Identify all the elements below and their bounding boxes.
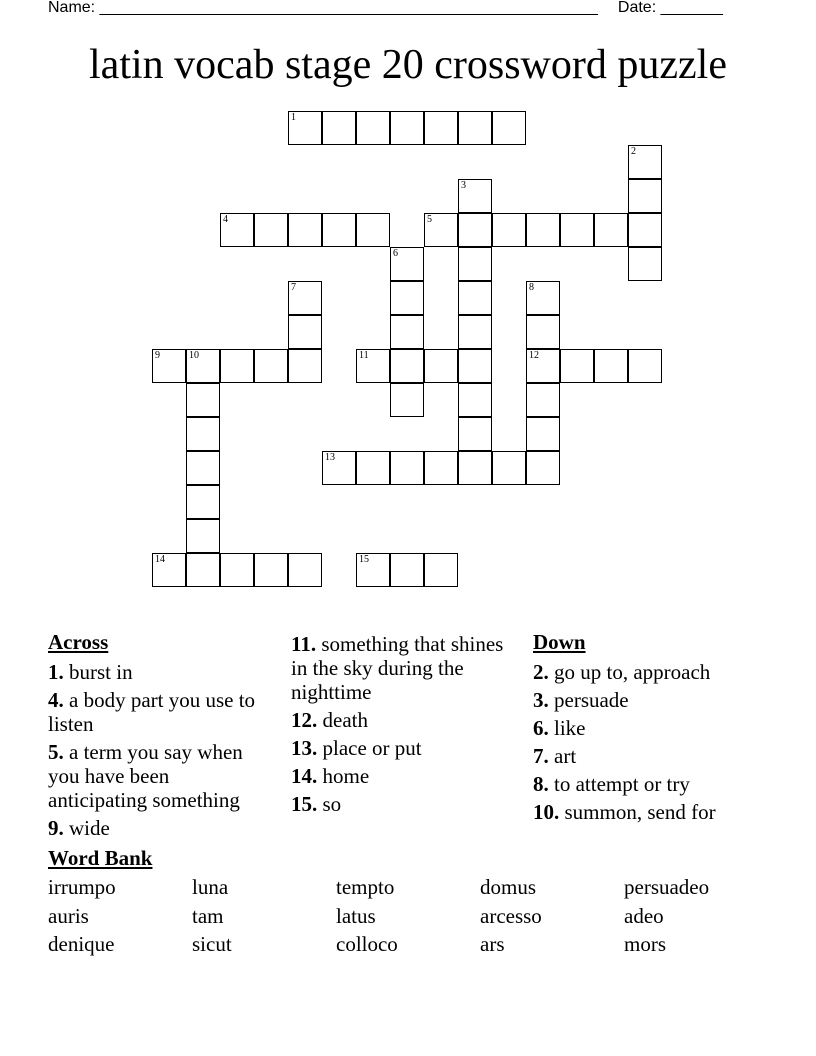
grid-cell[interactable] [186, 553, 220, 587]
clue-item [291, 792, 521, 816]
grid-cell[interactable] [288, 213, 322, 247]
clue-item [533, 772, 773, 796]
grid-cell[interactable] [220, 553, 254, 587]
word-bank-item: sicut [192, 932, 232, 956]
grid-cell[interactable] [356, 553, 390, 587]
grid-cell[interactable] [186, 383, 220, 417]
grid-cell[interactable] [458, 451, 492, 485]
word-bank-item: colloco [336, 932, 398, 956]
clue-number: 10. [533, 800, 560, 824]
clue-text: art [554, 744, 577, 768]
clue-item [48, 816, 273, 840]
grid-cell[interactable] [152, 349, 186, 383]
grid-cell[interactable] [458, 281, 492, 315]
clue-item [533, 716, 773, 740]
cell-number: 8 [529, 282, 534, 293]
grid-cell[interactable] [458, 349, 492, 383]
clue-item [533, 688, 773, 712]
clue-number: 1. [48, 660, 64, 684]
grid-cell[interactable] [526, 451, 560, 485]
clue-text: like [554, 716, 586, 740]
cell-number: 7 [291, 282, 296, 293]
clue-number: 8. [533, 772, 549, 796]
clue-item [48, 740, 273, 812]
across-clues-col2 [291, 630, 521, 820]
grid-cell[interactable] [458, 417, 492, 451]
grid-cell[interactable] [526, 213, 560, 247]
grid-cell[interactable] [526, 383, 560, 417]
cell-number: 15 [359, 554, 369, 565]
grid-cell[interactable] [288, 281, 322, 315]
cell-number: 9 [155, 350, 160, 361]
word-bank-item: arcesso [480, 903, 542, 928]
cell-number: 11 [359, 350, 369, 361]
clue-item [48, 688, 273, 736]
grid-cell[interactable] [254, 349, 288, 383]
clue-text: persuade [554, 688, 629, 712]
clue-text: death [322, 708, 368, 732]
grid-cell[interactable] [492, 451, 526, 485]
grid-cell[interactable] [560, 349, 594, 383]
cell-number: 3 [461, 180, 466, 191]
grid-cell[interactable] [220, 349, 254, 383]
grid-cell[interactable] [356, 349, 390, 383]
grid-cell[interactable] [254, 553, 288, 587]
grid-cell[interactable] [628, 247, 662, 281]
grid-cell[interactable] [356, 451, 390, 485]
across-heading: Across [48, 630, 109, 654]
grid-cell[interactable] [458, 213, 492, 247]
grid-cell[interactable] [288, 315, 322, 349]
clue-item [291, 632, 521, 704]
grid-cell[interactable] [458, 111, 492, 145]
word-bank-item: denique [48, 932, 115, 956]
clue-number: 5. [48, 740, 64, 764]
cell-number: 2 [631, 146, 636, 157]
grid-cell[interactable] [288, 553, 322, 587]
cell-number: 10 [189, 350, 199, 361]
word-bank-item: luna [192, 875, 229, 899]
clue-number: 11. [291, 632, 317, 656]
clue-item [291, 708, 521, 732]
grid-cell[interactable] [458, 179, 492, 213]
clue-item [533, 800, 773, 824]
grid-cell[interactable] [220, 213, 254, 247]
grid-cell[interactable] [322, 213, 356, 247]
clue-item [48, 660, 273, 684]
page-title: latin vocab stage 20 crossword puzzle [89, 42, 727, 88]
grid-cell[interactable] [526, 281, 560, 315]
grid-cell[interactable] [424, 213, 458, 247]
clue-text: summon, send for [564, 800, 716, 824]
clue-text: go up to, approach [554, 660, 711, 684]
grid-cell[interactable] [186, 417, 220, 451]
cell-number: 12 [529, 350, 539, 361]
grid-cell[interactable] [628, 213, 662, 247]
clue-number: 15. [291, 792, 318, 816]
grid-cell[interactable] [628, 145, 662, 179]
across-clues-col1 [48, 630, 273, 844]
cell-number: 4 [223, 214, 228, 225]
grid-cell[interactable] [186, 451, 220, 485]
grid-cell[interactable] [628, 349, 662, 383]
grid-cell[interactable] [526, 417, 560, 451]
grid-cell[interactable] [322, 451, 356, 485]
clue-text: place or put [322, 736, 422, 760]
name-label[interactable]: Name: ________________________________________________________ [48, 0, 598, 16]
grid-cell[interactable] [424, 553, 458, 587]
clue-item [533, 744, 773, 768]
grid-cell[interactable] [390, 349, 424, 383]
clue-text: wide [69, 816, 110, 840]
cell-number: 14 [155, 554, 165, 565]
down-heading: Down [533, 630, 586, 654]
word-bank-item: persuadeo [624, 875, 710, 899]
grid-cell[interactable] [186, 485, 220, 519]
grid-cell[interactable] [526, 349, 560, 383]
grid-cell[interactable] [424, 111, 458, 145]
clue-text: a term you say when you have been anticipating something [48, 740, 243, 812]
clue-text: so [322, 792, 342, 816]
grid-cell[interactable] [594, 349, 628, 383]
grid-cell[interactable] [356, 213, 390, 247]
grid-cell[interactable] [186, 519, 220, 553]
grid-cell[interactable] [356, 111, 390, 145]
grid-cell[interactable] [560, 213, 594, 247]
grid-cell[interactable] [526, 315, 560, 349]
clue-number: 7. [533, 744, 549, 768]
grid-cell[interactable] [288, 111, 322, 145]
grid-cell[interactable] [424, 451, 458, 485]
grid-cell[interactable] [390, 315, 424, 349]
word-bank-title: Word Bank [48, 846, 153, 870]
grid-cell[interactable] [628, 179, 662, 213]
clue-text: a body part you use to listen [48, 688, 256, 736]
word-bank-item: tam [192, 903, 224, 928]
clue-number: 13. [291, 736, 318, 760]
clue-item [291, 736, 521, 760]
grid-cell[interactable] [390, 281, 424, 315]
clue-number: 2. [533, 660, 549, 684]
grid-cell[interactable] [390, 553, 424, 587]
clue-item [291, 764, 521, 788]
grid-cell[interactable] [254, 213, 288, 247]
word-bank-item: tempto [336, 875, 395, 899]
grid-cell[interactable] [390, 247, 424, 281]
clue-number: 14. [291, 764, 318, 788]
cell-number: 6 [393, 248, 398, 259]
grid-cell[interactable] [186, 349, 220, 383]
clue-number: 3. [533, 688, 549, 712]
clue-number: 4. [48, 688, 64, 712]
word-bank-item: auris [48, 903, 89, 928]
date-label[interactable]: Date: _______ [617, 0, 723, 16]
grid-cell[interactable] [390, 111, 424, 145]
clue-text: home [322, 764, 370, 788]
clue-text: to attempt or try [554, 772, 690, 796]
grid-cell[interactable] [492, 111, 526, 145]
clue-number: 9. [48, 816, 64, 840]
cell-number: 1 [291, 112, 296, 123]
clue-text: burst in [69, 660, 133, 684]
cell-number: 5 [427, 214, 432, 225]
word-bank-item: mors [624, 932, 666, 956]
grid-cell[interactable] [390, 451, 424, 485]
word-bank-item: ars [480, 932, 505, 956]
grid-cell[interactable] [424, 349, 458, 383]
word-bank-item: irrumpo [48, 875, 116, 899]
grid-cell[interactable] [390, 383, 424, 417]
grid-cell[interactable] [492, 213, 526, 247]
clue-number: 6. [533, 716, 549, 740]
word-bank-item: latus [336, 903, 376, 928]
cell-number: 13 [325, 452, 335, 463]
grid-cell[interactable] [458, 383, 492, 417]
word-bank-item: domus [480, 875, 537, 899]
word-bank-item: adeo [624, 903, 664, 928]
clue-number: 12. [291, 708, 318, 732]
grid-cell[interactable] [594, 213, 628, 247]
grid-cell[interactable] [152, 553, 186, 587]
grid-cell[interactable] [458, 247, 492, 281]
grid-cell[interactable] [288, 349, 322, 383]
grid-cell[interactable] [458, 315, 492, 349]
clue-text: something that shines in the sky during the nighttime [291, 632, 504, 704]
down-clues [533, 630, 773, 828]
clue-item [533, 660, 773, 684]
grid-cell[interactable] [322, 111, 356, 145]
